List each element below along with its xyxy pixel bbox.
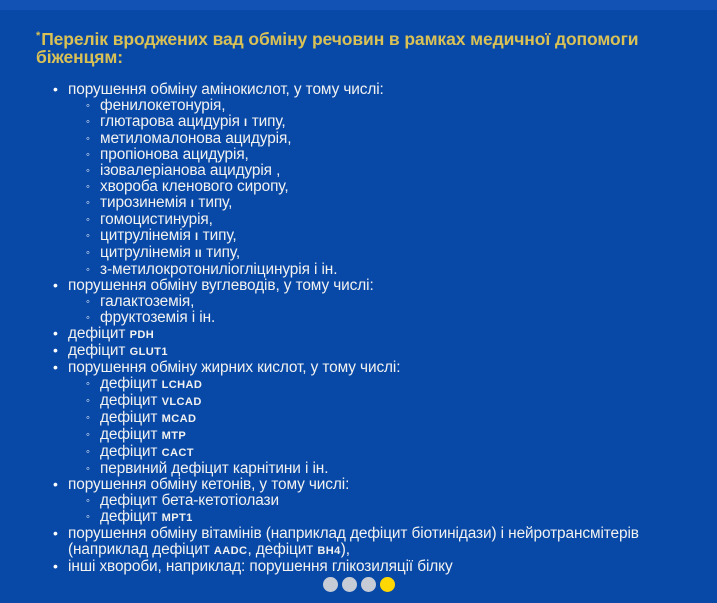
list-item-level2 bbox=[68, 493, 680, 509]
list-item-level2 bbox=[68, 163, 680, 179]
bullet-icon: • bbox=[53, 525, 58, 541]
list-item-level2 bbox=[68, 245, 680, 262]
list-item-level2 bbox=[68, 509, 680, 526]
list-item-level1 bbox=[36, 82, 680, 278]
acronym-text: MCAD bbox=[161, 413, 197, 425]
circle-bullet-icon: ◦ bbox=[86, 446, 90, 458]
list-item-level1 bbox=[36, 559, 680, 575]
list-item-text: дефіцит MPT1 bbox=[100, 508, 193, 525]
list-item-text: порушення обміну вуглеводів, у тому числі: bbox=[68, 277, 374, 294]
circle-bullet-icon: ◦ bbox=[86, 511, 90, 523]
list-item-text: дефіцит GLUT1 bbox=[68, 342, 168, 359]
list-item-level2 bbox=[68, 212, 680, 228]
list-item-level2 bbox=[68, 262, 680, 278]
acronym-text: VLCAD bbox=[161, 396, 202, 408]
carousel-dot[interactable] bbox=[361, 577, 376, 592]
bullet-list-level1 bbox=[36, 82, 680, 575]
list-item-text: гомоцистинурія, bbox=[100, 211, 213, 228]
list-item-text: дефіцит PDH bbox=[68, 325, 155, 342]
circle-bullet-icon: ◦ bbox=[86, 378, 90, 390]
circle-bullet-icon: ◦ bbox=[86, 412, 90, 424]
list-item-text: дефіцит MTP bbox=[100, 426, 187, 443]
list-item-level2 bbox=[68, 131, 680, 147]
list-item-text: тирозинемія I типу, bbox=[100, 194, 233, 211]
slide-title-text: Перелік вроджених вад обміну речовин в рамках медичної допомоги біженцям: bbox=[36, 29, 639, 68]
list-item-text: дефіцит LCHAD bbox=[100, 375, 203, 392]
list-item-level2 bbox=[68, 376, 680, 393]
acronym-text: CACT bbox=[161, 447, 194, 459]
circle-bullet-icon: ◦ bbox=[86, 395, 90, 407]
circle-bullet-icon: ◦ bbox=[86, 214, 90, 226]
bullet-icon: • bbox=[53, 476, 58, 492]
list-item-text: метиломалонова ацидурія, bbox=[100, 130, 292, 147]
acronym-text: I bbox=[190, 198, 195, 210]
bullet-list-level2 bbox=[68, 294, 680, 326]
circle-bullet-icon: ◦ bbox=[86, 149, 90, 161]
acronym-text: I bbox=[194, 231, 199, 243]
circle-bullet-icon: ◦ bbox=[86, 133, 90, 145]
carousel-dot[interactable] bbox=[323, 577, 338, 592]
list-item-level1 bbox=[36, 526, 680, 559]
bullet-icon: • bbox=[53, 81, 58, 97]
list-item-text: первиний дефіцит карнітини і ін. bbox=[100, 460, 329, 477]
list-item-text: пропіонова ацидурія, bbox=[100, 146, 249, 163]
circle-bullet-icon: ◦ bbox=[86, 463, 90, 475]
carousel-dot-active[interactable] bbox=[380, 577, 395, 592]
acronym-text: MPT1 bbox=[161, 512, 193, 524]
acronym-text: AADC bbox=[213, 545, 248, 557]
list-item-text: галактоземія, bbox=[100, 293, 195, 310]
acronym-text: II bbox=[194, 248, 202, 260]
list-item-text: дефіцит бета-кетотіолази bbox=[100, 492, 279, 509]
bullet-icon: • bbox=[53, 558, 58, 574]
circle-bullet-icon: ◦ bbox=[86, 197, 90, 209]
list-item-level2 bbox=[68, 114, 680, 131]
list-item-text: хвороба кленового сиропу, bbox=[100, 178, 289, 195]
slide-title bbox=[36, 30, 672, 67]
list-item-text: порушення обміну вітамінів (наприклад дефіцит біотинідази) і нейротрансмітерів (наприклад дефіцит AADC, дефіцит BH4), bbox=[68, 525, 639, 558]
list-item-level1 bbox=[36, 360, 680, 477]
list-item-level1 bbox=[36, 278, 680, 326]
bullet-icon: • bbox=[53, 325, 58, 341]
list-item-text: дефіцит VLCAD bbox=[100, 392, 202, 409]
circle-bullet-icon: ◦ bbox=[86, 230, 90, 242]
circle-bullet-icon: ◦ bbox=[86, 181, 90, 193]
bullet-icon: • bbox=[53, 359, 58, 375]
acronym-text: I bbox=[244, 117, 248, 129]
list-item-text: цитрулінемія II типу, bbox=[100, 244, 241, 261]
list-item-level2 bbox=[68, 179, 680, 195]
list-item-level2 bbox=[68, 310, 680, 326]
list-item-level2 bbox=[68, 461, 680, 477]
list-item-level2 bbox=[68, 393, 680, 410]
circle-bullet-icon: ◦ bbox=[86, 495, 90, 507]
title-asterisk: * bbox=[36, 30, 41, 42]
carousel-pagination bbox=[0, 577, 717, 592]
list-item-text: глютарова ацидурія I типу, bbox=[100, 113, 286, 130]
list-item-text: порушення обміну амінокислот, у тому числі: bbox=[68, 81, 384, 98]
list-item-text: дефіцит MCAD bbox=[100, 409, 197, 426]
list-item-level2 bbox=[68, 427, 680, 444]
list-item-text: порушення обміну жирних кислот, у тому числі: bbox=[68, 359, 401, 376]
list-item-level2 bbox=[68, 228, 680, 245]
circle-bullet-icon: ◦ bbox=[86, 296, 90, 308]
list-item-text: інші хвороби, наприклад: порушення глікозиляції білку bbox=[68, 558, 453, 575]
list-item-level2 bbox=[68, 444, 680, 461]
list-item-text: дефіцит CACT bbox=[100, 443, 194, 460]
bullet-list-level2 bbox=[68, 376, 680, 477]
acronym-text: LCHAD bbox=[161, 379, 203, 391]
circle-bullet-icon: ◦ bbox=[86, 429, 90, 441]
acronym-text: MTP bbox=[161, 430, 187, 442]
bullet-list-level2 bbox=[68, 493, 680, 526]
list-item-level1 bbox=[36, 343, 680, 360]
carousel-dot[interactable] bbox=[342, 577, 357, 592]
list-item-level2 bbox=[68, 98, 680, 114]
acronym-text: GLUT1 bbox=[129, 346, 168, 358]
list-item-text: з-метилокротониліогліцинурія і ін. bbox=[100, 261, 338, 278]
circle-bullet-icon: ◦ bbox=[86, 116, 90, 128]
list-item-text: цитрулінемія I типу, bbox=[100, 227, 237, 244]
list-item-text: фенилокетонурія, bbox=[100, 97, 226, 114]
list-item-level1 bbox=[36, 477, 680, 526]
acronym-text: BH4 bbox=[317, 545, 341, 557]
bullet-icon: • bbox=[53, 277, 58, 293]
list-item-text: ізовалеріанова ацидурія , bbox=[100, 162, 281, 179]
list-item-level2 bbox=[68, 410, 680, 427]
circle-bullet-icon: ◦ bbox=[86, 247, 90, 259]
circle-bullet-icon: ◦ bbox=[86, 100, 90, 112]
list-item-level2 bbox=[68, 147, 680, 163]
metabolic-disorders-list bbox=[36, 82, 680, 575]
list-item-text: порушення обміну кетонів, у тому числі: bbox=[68, 476, 350, 493]
list-item-level1 bbox=[36, 326, 680, 343]
bullet-list-level2 bbox=[68, 98, 680, 278]
list-item-level2 bbox=[68, 294, 680, 310]
list-item-level2 bbox=[68, 195, 680, 212]
circle-bullet-icon: ◦ bbox=[86, 264, 90, 276]
circle-bullet-icon: ◦ bbox=[86, 165, 90, 177]
acronym-text: PDH bbox=[129, 329, 155, 341]
list-item-text: фруктоземія і ін. bbox=[100, 309, 216, 326]
bullet-icon: • bbox=[53, 342, 58, 358]
circle-bullet-icon: ◦ bbox=[86, 312, 90, 324]
